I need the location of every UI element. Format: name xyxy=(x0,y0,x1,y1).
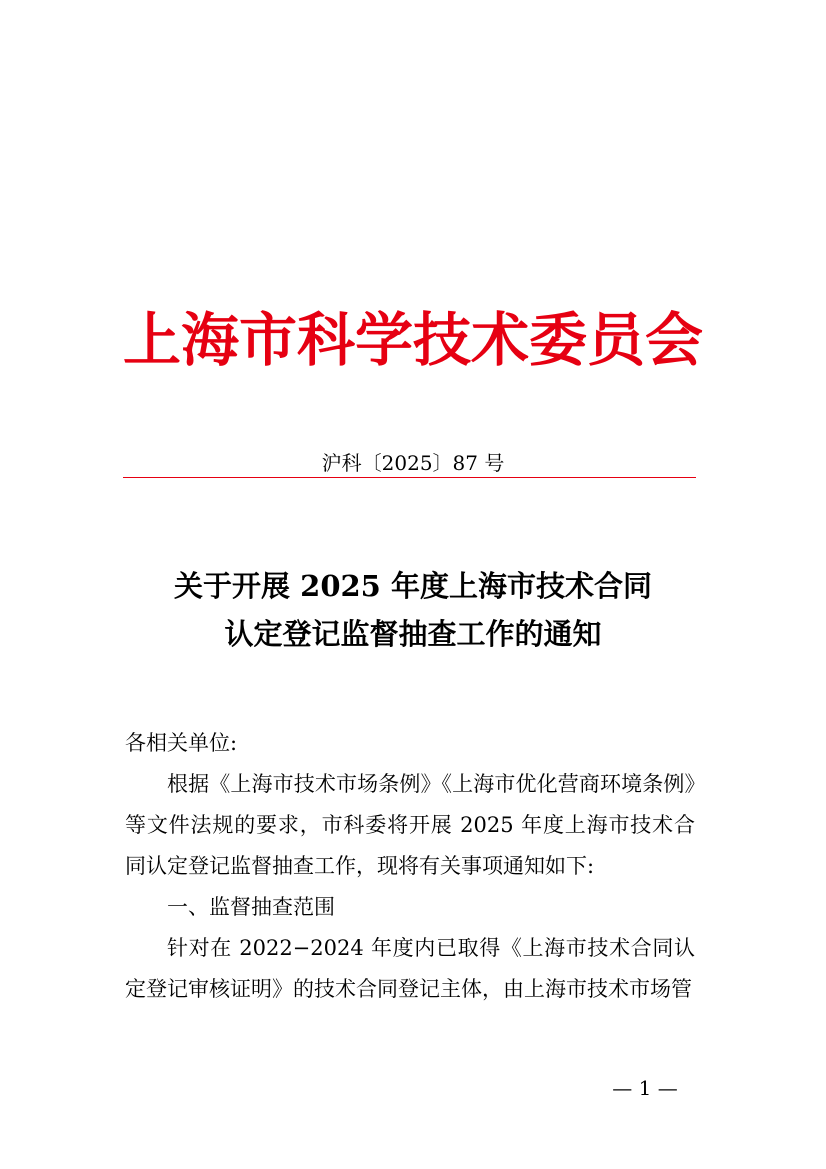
section-heading: 一、监督抽查范围 xyxy=(167,895,335,919)
notice-title-line-2: 认定登记监督抽查工作的通知 xyxy=(224,617,602,651)
issuing-organization: 上海市科学技术委员会 xyxy=(122,306,703,374)
document-body xyxy=(125,723,695,1010)
intro-paragraph: 根据《上海市技术市场条例》《上海市优化营商环境条例》等文件法规的要求，市科委将开展 2025 年度上海市技术合同认定登记监督抽查工作，现将有关事项通知如下: xyxy=(125,772,695,878)
notice-title xyxy=(0,562,826,658)
scope-paragraph: 针对在 2022−2024 年度内已取得《上海市技术合同认定登记审核证明》的技术合同登记主体，由上海市技术市场管 xyxy=(125,936,695,1001)
salutation: 各相关单位: xyxy=(125,731,238,755)
page-number: — 1 — xyxy=(612,1076,678,1100)
document-number: 沪科〔2025〕87 号 xyxy=(321,451,505,475)
red-divider-line xyxy=(123,477,696,478)
notice-title-line-1: 关于开展 2025 年度上海市技术合同 xyxy=(174,569,652,603)
